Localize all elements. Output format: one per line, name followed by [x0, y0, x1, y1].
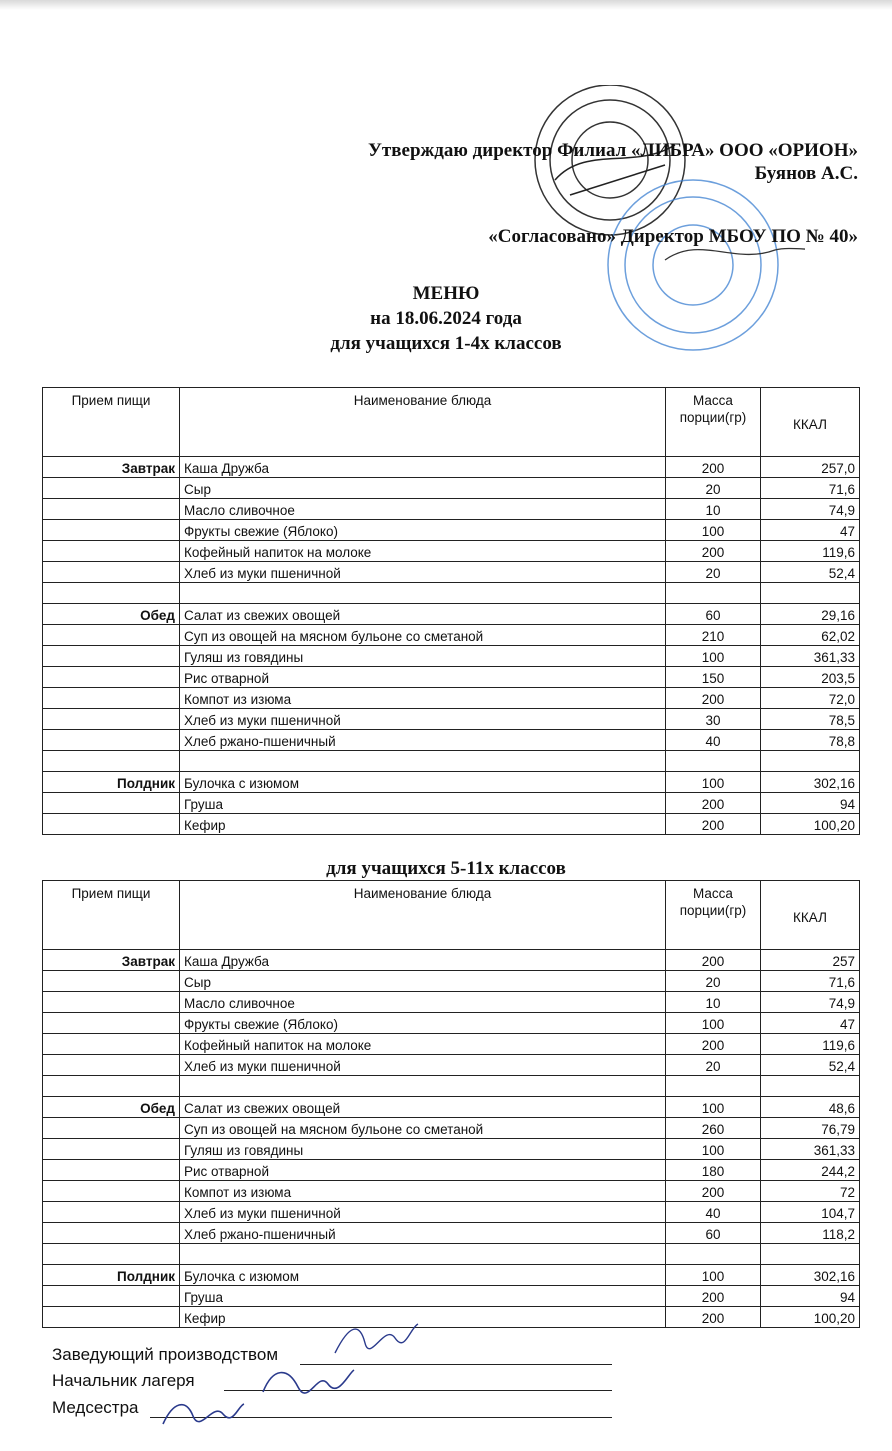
- lunch-section: [43, 604, 860, 751]
- dish-cell: Кофейный напиток на молоке: [180, 1034, 666, 1055]
- dish-cell: Каша Дружба: [180, 950, 666, 971]
- dish-cell: Хлеб из муки пшеничной: [180, 1202, 666, 1223]
- meal-cell: [43, 625, 180, 646]
- dish-cell: Хлеб из муки пшеничной: [180, 709, 666, 730]
- meal-cell: [43, 646, 180, 667]
- kcal-cell: 47: [761, 520, 860, 541]
- dish-cell: Рис отварной: [180, 1160, 666, 1181]
- meal-cell: Полдник: [43, 1265, 180, 1286]
- table-row: [43, 478, 860, 499]
- mass-cell: 100: [666, 1265, 761, 1286]
- col-meal: Прием пищи: [43, 388, 180, 457]
- meal-cell: [43, 478, 180, 499]
- kcal-cell: 29,16: [761, 604, 860, 625]
- mass-cell: 200: [666, 541, 761, 562]
- kcal-cell: 361,33: [761, 1139, 860, 1160]
- mass-cell: 180: [666, 1160, 761, 1181]
- table-row: [43, 646, 860, 667]
- handwritten-signature: [258, 1362, 358, 1402]
- table-row: [43, 730, 860, 751]
- dish-cell: Фрукты свежие (Яблоко): [180, 1013, 666, 1034]
- kcal-cell: 302,16: [761, 772, 860, 793]
- mass-cell: 60: [666, 1223, 761, 1244]
- dish-cell: Рис отварной: [180, 667, 666, 688]
- kcal-cell: 118,2: [761, 1223, 860, 1244]
- dish-cell: Кефир: [180, 1307, 666, 1328]
- dish-cell: Компот из изюма: [180, 1181, 666, 1202]
- meal-cell: [43, 541, 180, 562]
- mass-cell: 20: [666, 1055, 761, 1076]
- table-row: [43, 625, 860, 646]
- kcal-cell: 52,4: [761, 562, 860, 583]
- dish-cell: Кофейный напиток на молоке: [180, 541, 666, 562]
- table-row: [43, 992, 860, 1013]
- spacer-row: [43, 751, 860, 772]
- kcal-cell: 72,0: [761, 688, 860, 709]
- meal-cell: [43, 499, 180, 520]
- handwritten-signature: [330, 1318, 420, 1363]
- meal-cell: Завтрак: [43, 457, 180, 478]
- dish-cell: Хлеб ржано-пшеничный: [180, 1223, 666, 1244]
- meal-cell: [43, 1013, 180, 1034]
- dish-cell: Булочка с изюмом: [180, 1265, 666, 1286]
- table-row: [43, 1013, 860, 1034]
- mass-cell: 100: [666, 1097, 761, 1118]
- table-row: [43, 1118, 860, 1139]
- table-row: [43, 1223, 860, 1244]
- kcal-cell: 119,6: [761, 541, 860, 562]
- sig-nurse: Медсестра: [52, 1398, 139, 1417]
- kcal-cell: 257,0: [761, 457, 860, 478]
- mass-cell: 20: [666, 562, 761, 583]
- menu-table-grades-1-4: [42, 387, 860, 835]
- kcal-cell: 119,6: [761, 1034, 860, 1055]
- mass-cell: 200: [666, 814, 761, 835]
- meal-cell: [43, 814, 180, 835]
- table-header: [43, 388, 860, 457]
- approval-line: Утверждаю директор Филиал «ЛИБРА» ООО «ОРИОН»: [367, 140, 858, 161]
- dish-cell: Булочка с изюмом: [180, 772, 666, 793]
- group-2-title: для учащихся 5-11х классов: [326, 858, 566, 879]
- meal-cell: [43, 971, 180, 992]
- mass-cell: 100: [666, 1013, 761, 1034]
- meal-cell: Обед: [43, 604, 180, 625]
- kcal-cell: 244,2: [761, 1160, 860, 1181]
- meal-cell: [43, 709, 180, 730]
- table-row: [43, 772, 860, 793]
- sig-camp-head: Начальник лагеря: [52, 1371, 195, 1390]
- kcal-cell: 104,7: [761, 1202, 860, 1223]
- lunch-section: [43, 1097, 860, 1244]
- kcal-cell: 78,5: [761, 709, 860, 730]
- sig-production-head: Заведующий производством: [52, 1345, 279, 1364]
- meal-cell: [43, 1055, 180, 1076]
- dish-cell: Суп из овощей на мясном бульоне со сметаной: [180, 625, 666, 646]
- table-row: [43, 688, 860, 709]
- meal-cell: [43, 1160, 180, 1181]
- kcal-cell: 361,33: [761, 646, 860, 667]
- col-kcal: ККАЛ: [761, 388, 860, 457]
- col-dish: Наименование блюда: [180, 881, 666, 950]
- spacer-row: [43, 583, 860, 604]
- dish-cell: Сыр: [180, 971, 666, 992]
- mass-cell: 200: [666, 688, 761, 709]
- meal-cell: [43, 730, 180, 751]
- kcal-cell: 257: [761, 950, 860, 971]
- breakfast-section: [43, 950, 860, 1076]
- table-row: [43, 1202, 860, 1223]
- dish-cell: Компот из изюма: [180, 688, 666, 709]
- mass-cell: 40: [666, 1202, 761, 1223]
- meal-cell: [43, 520, 180, 541]
- kcal-cell: 76,79: [761, 1118, 860, 1139]
- table-row: [43, 520, 860, 541]
- dish-cell: Гуляш из говядины: [180, 646, 666, 667]
- table-row: [43, 499, 860, 520]
- meal-cell: [43, 793, 180, 814]
- menu-table-grades-5-11: [42, 880, 860, 1328]
- col-kcal: ККАЛ: [761, 881, 860, 950]
- mass-cell: 200: [666, 950, 761, 971]
- mass-cell: 150: [666, 667, 761, 688]
- dish-cell: Салат из свежих овощей: [180, 1097, 666, 1118]
- kcal-cell: 72: [761, 1181, 860, 1202]
- table-row: [43, 667, 860, 688]
- meal-cell: [43, 667, 180, 688]
- dish-cell: Салат из свежих овощей: [180, 604, 666, 625]
- kcal-cell: 71,6: [761, 478, 860, 499]
- mass-cell: 10: [666, 992, 761, 1013]
- table-row: [43, 793, 860, 814]
- table-row: [43, 709, 860, 730]
- table-row: [43, 562, 860, 583]
- dish-cell: Каша Дружба: [180, 457, 666, 478]
- dish-cell: Хлеб из муки пшеничной: [180, 1055, 666, 1076]
- dish-cell: Хлеб ржано-пшеничный: [180, 730, 666, 751]
- kcal-cell: 48,6: [761, 1097, 860, 1118]
- snack-section: [43, 772, 860, 835]
- mass-cell: 260: [666, 1118, 761, 1139]
- mass-cell: 60: [666, 604, 761, 625]
- table-row: [43, 950, 860, 971]
- mass-cell: 100: [666, 520, 761, 541]
- mass-cell: 200: [666, 1286, 761, 1307]
- meal-cell: [43, 1139, 180, 1160]
- group-1-title: для учащихся 1-4х классов: [330, 333, 562, 354]
- kcal-cell: 100,20: [761, 1307, 860, 1328]
- kcal-cell: 94: [761, 793, 860, 814]
- col-meal: Прием пищи: [43, 881, 180, 950]
- table-row: [43, 541, 860, 562]
- director-name: Буянов А.С.: [754, 163, 858, 184]
- mass-cell: 200: [666, 1307, 761, 1328]
- meal-cell: [43, 1307, 180, 1328]
- kcal-cell: 62,02: [761, 625, 860, 646]
- table-row: [43, 1265, 860, 1286]
- meal-cell: [43, 688, 180, 709]
- col-mass: Масса порции(гр): [666, 388, 761, 457]
- table-row: [43, 1097, 860, 1118]
- mass-cell: 200: [666, 1034, 761, 1055]
- snack-section: [43, 1265, 860, 1328]
- kcal-cell: 94: [761, 1286, 860, 1307]
- mass-cell: 200: [666, 1181, 761, 1202]
- mass-cell: 210: [666, 625, 761, 646]
- table-row: [43, 1286, 860, 1307]
- dish-cell: Сыр: [180, 478, 666, 499]
- table-row: [43, 1034, 860, 1055]
- meal-cell: [43, 1181, 180, 1202]
- spacer-row: [43, 1076, 860, 1097]
- col-dish: Наименование блюда: [180, 388, 666, 457]
- dish-cell: Хлеб из муки пшеничной: [180, 562, 666, 583]
- kcal-cell: 71,6: [761, 971, 860, 992]
- dish-cell: Масло сливочное: [180, 499, 666, 520]
- kcal-cell: 302,16: [761, 1265, 860, 1286]
- table-row: [43, 971, 860, 992]
- menu-date: на 18.06.2024 года: [370, 308, 522, 329]
- col-mass: Масса порции(гр): [666, 881, 761, 950]
- agreement-line: «Согласовано» Директор МБОУ ПО № 40»: [488, 226, 858, 247]
- kcal-cell: 100,20: [761, 814, 860, 835]
- mass-cell: 20: [666, 971, 761, 992]
- meal-cell: [43, 992, 180, 1013]
- meal-cell: [43, 1223, 180, 1244]
- mass-cell: 100: [666, 1139, 761, 1160]
- meal-cell: Завтрак: [43, 950, 180, 971]
- spacer-row: [43, 1244, 860, 1265]
- mass-cell: 200: [666, 457, 761, 478]
- kcal-cell: 47: [761, 1013, 860, 1034]
- dish-cell: Масло сливочное: [180, 992, 666, 1013]
- dish-cell: Фрукты свежие (Яблоко): [180, 520, 666, 541]
- table-row: [43, 1160, 860, 1181]
- dish-cell: Груша: [180, 1286, 666, 1307]
- mass-cell: 200: [666, 793, 761, 814]
- kcal-cell: 74,9: [761, 499, 860, 520]
- meal-cell: [43, 1202, 180, 1223]
- table-row: [43, 457, 860, 478]
- table-row: [43, 604, 860, 625]
- meal-cell: [43, 1118, 180, 1139]
- kcal-cell: 203,5: [761, 667, 860, 688]
- table-row: [43, 1181, 860, 1202]
- dish-cell: Груша: [180, 793, 666, 814]
- table-header: [43, 881, 860, 950]
- scan-edge: [0, 0, 892, 10]
- mass-cell: 100: [666, 646, 761, 667]
- meal-cell: [43, 1034, 180, 1055]
- dish-cell: Кефир: [180, 814, 666, 835]
- table-row: [43, 1307, 860, 1328]
- menu-title: МЕНЮ: [412, 283, 480, 304]
- kcal-cell: 52,4: [761, 1055, 860, 1076]
- table-row: [43, 1139, 860, 1160]
- table-row: [43, 1055, 860, 1076]
- mass-cell: 10: [666, 499, 761, 520]
- meal-cell: Обед: [43, 1097, 180, 1118]
- mass-cell: 100: [666, 772, 761, 793]
- dish-cell: Суп из овощей на мясном бульоне со сметаной: [180, 1118, 666, 1139]
- mass-cell: 20: [666, 478, 761, 499]
- mass-cell: 40: [666, 730, 761, 751]
- dish-cell: Гуляш из говядины: [180, 1139, 666, 1160]
- breakfast-section: [43, 457, 860, 583]
- kcal-cell: 74,9: [761, 992, 860, 1013]
- mass-cell: 30: [666, 709, 761, 730]
- meal-cell: [43, 562, 180, 583]
- meal-cell: Полдник: [43, 772, 180, 793]
- kcal-cell: 78,8: [761, 730, 860, 751]
- handwritten-signature: [158, 1392, 248, 1432]
- table-row: [43, 814, 860, 835]
- meal-cell: [43, 1286, 180, 1307]
